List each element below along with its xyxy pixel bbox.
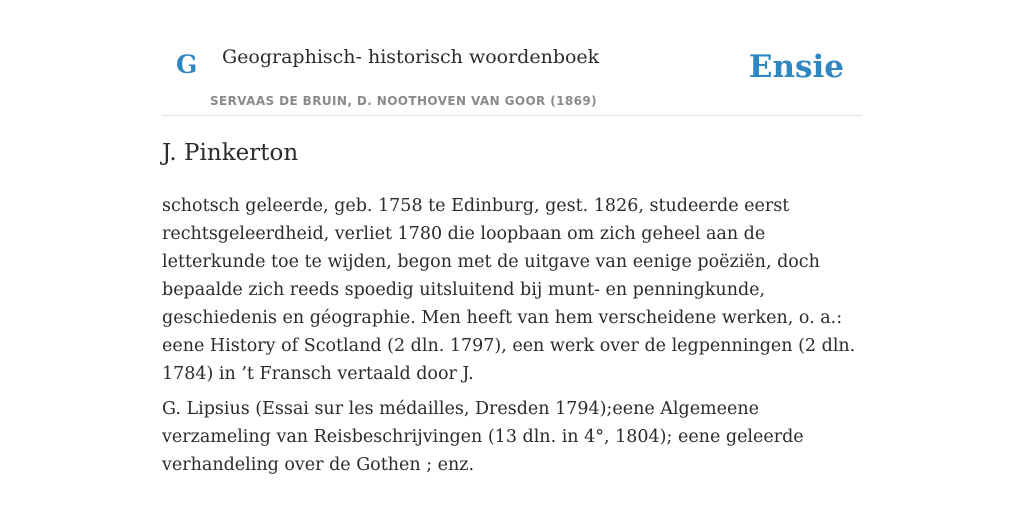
book-title[interactable]: Geographisch- historisch woordenboek [222, 46, 600, 68]
ensie-logo-link[interactable]: Ensie [748, 49, 844, 85]
entry-body [162, 192, 866, 486]
page [162, 0, 862, 475]
book-logo-link[interactable]: G [176, 50, 198, 79]
entry-paragraph: schotsch geleerde, geb. 1758 te Edinburg, gest. 1826, studeerde eerst rechtsgeleerdheid, verliet 1780 die loopbaan om zich geheel aan de letterkunde toe te wijden, begon met de uitgave van eenige poëziën, doch bepaalde zich reeds spoedig uitsluitend bij munt- en penningkunde, geschiedenis en géographie. Men heeft van hem verscheidene werken, o. a.: eene History of Scotland (2 dln. 1797), een werk over de legpenningen (2 dln. 1784) in ’t Fransch vertaald door J. [162, 196, 856, 384]
entry-title: J. Pinkerton [162, 140, 299, 166]
entry-paragraph: G. Lipsius (Essai sur les médailles, Dresden 1794);eene Algemeene verzameling van Reisbeschrijvingen (13 dln. in 4°, 1804); eene geleerde verhandeling over de Gothen ; enz. [162, 399, 804, 475]
book-header [162, 0, 862, 116]
book-author: SERVAAS DE BRUIN, D. NOOTHOVEN VAN GOOR (1869) [210, 94, 598, 108]
